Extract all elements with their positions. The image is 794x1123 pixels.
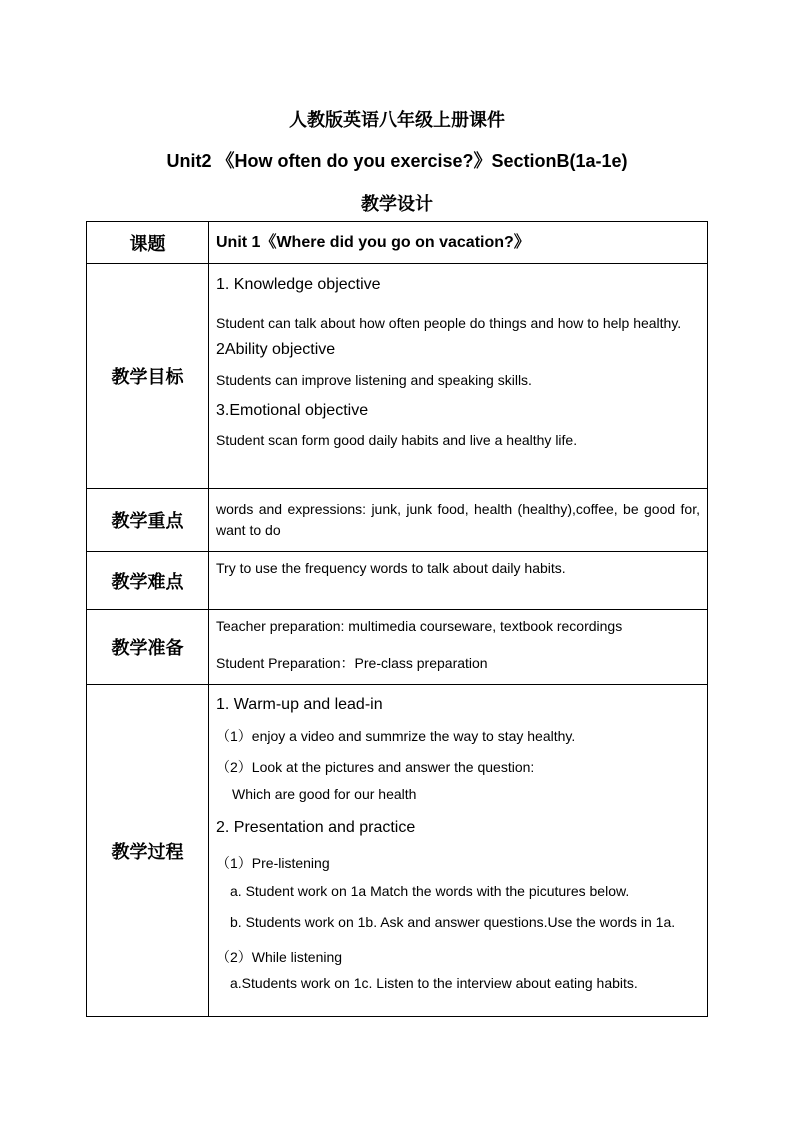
difficulties-cell: [209, 552, 708, 610]
key-points-cell: [209, 489, 708, 552]
student-preparation-text: Student Preparation：Pre-class preparation: [216, 655, 488, 671]
teacher-preparation-text: Teacher preparation: multimedia courseware, textbook recordings: [216, 618, 623, 634]
document-title: 人教版英语八年级上册课件: [289, 110, 505, 130]
knowledge-objective-text: Student can talk about how often people do things and how to help healthy.: [216, 315, 682, 331]
table-row-difficulties: [87, 552, 708, 610]
preparation-cell: [209, 610, 708, 685]
emotional-objective-text: Student scan form good daily habits and live a healthy life.: [216, 432, 578, 448]
presentation-heading: 2. Presentation and practice: [216, 819, 416, 836]
difficulties-text: Try to use the frequency words to talk about daily habits.: [216, 560, 566, 576]
warm-up-item-2: （2）Look at the pictures and answer the question:: [216, 759, 535, 775]
table-row-key-points: [87, 489, 708, 552]
design-title: 教学设计: [361, 194, 433, 214]
difficulties-label: 教学难点: [87, 552, 209, 610]
objectives-cell: [209, 264, 708, 489]
table-row-objectives: [87, 264, 708, 489]
knowledge-objective-heading: 1. Knowledge objective: [216, 276, 381, 293]
table-row-topic: [87, 222, 708, 264]
pre-listening-item: （1）Pre-listening: [216, 855, 330, 871]
emotional-objective-heading: 3.Emotional objective: [216, 402, 369, 419]
preparation-label: 教学准备: [87, 610, 209, 685]
topic-label: 课题: [87, 222, 209, 264]
warm-up-item-1: （1）enjoy a video and summrize the way to stay healthy.: [216, 728, 576, 744]
pre-listening-step-b: b. Students work on 1b. Ask and answer questions.Use the words in 1a.: [230, 914, 676, 930]
lesson-title: Unit2 《How often do you exercise?》SectionB(1a-1e): [166, 151, 628, 171]
ability-objective-heading: 2Ability objective: [216, 341, 336, 358]
table-row-preparation: [87, 610, 708, 685]
warm-up-question: Which are good for our health: [232, 786, 417, 802]
process-cell: [209, 685, 708, 1017]
key-points-text: words and expressions: junk, junk food, health (healthy),coffee, be good for, want to do: [216, 501, 700, 538]
objectives-label: 教学目标: [87, 264, 209, 489]
warm-up-heading: 1. Warm-up and lead-in: [216, 696, 383, 713]
table-row-process: [87, 685, 708, 1017]
while-listening-item: （2）While listening: [216, 949, 343, 965]
pre-listening-step-a: a. Student work on 1a Match the words with the picutures below.: [230, 883, 630, 899]
topic-cell: [209, 222, 708, 264]
topic-value: Unit 1《Where did you go on vacation?》: [216, 233, 530, 251]
process-label: 教学过程: [87, 685, 209, 1017]
while-listening-step-a: a.Students work on 1c. Listen to the interview about eating habits.: [230, 975, 638, 991]
key-points-label: 教学重点: [87, 489, 209, 552]
ability-objective-text: Students can improve listening and speaking skills.: [216, 372, 532, 388]
lesson-plan-table: [86, 221, 708, 1017]
